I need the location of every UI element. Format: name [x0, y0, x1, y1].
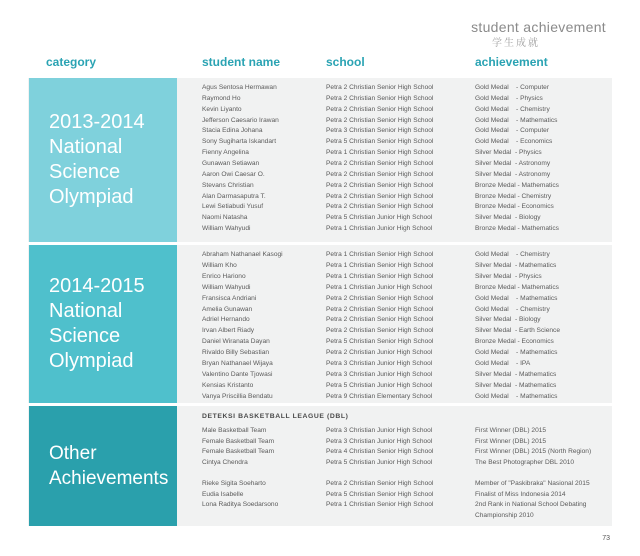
category-line: National	[49, 300, 123, 322]
achievement-cell: Silver Medal - Biology	[475, 214, 541, 222]
achievement-cell: Silver Medal - Astronomy	[475, 159, 551, 167]
school-cell: Petra 2 Christian Senior High School	[326, 84, 434, 91]
school-cell: Petra 1 Christian Senior High School	[326, 272, 434, 280]
school-cell: Petra 2 Christian Senior High School	[326, 479, 434, 487]
student-name-cell: Amelia Gunawan	[202, 305, 253, 313]
category-2013-2014-olympiad	[29, 78, 177, 242]
category-line: Olympiad	[49, 350, 134, 372]
student-name-cell: Daniel Wiranata Dayan	[202, 338, 270, 346]
student-name-cell: Rieke Sigita Soeharto	[202, 479, 266, 487]
student-name-cell: Eudia Isabelle	[202, 490, 244, 498]
school-cell: Petra 5 Christian Junior High School	[326, 214, 433, 222]
achievement-cell: Member of "Paskibraka" Nasional 2015	[475, 479, 590, 487]
achievement-cell: Bronze Medal - Mathematics	[475, 181, 559, 189]
school-cell: Petra 5 Christian Senior High School	[326, 138, 434, 146]
student-name-cell: Lona Raditya Soedarsono	[202, 501, 279, 509]
column-header-category: category	[46, 55, 97, 69]
student-name-cell: Bryan Nathanael Wijaya	[202, 360, 273, 367]
achievement-cell: 2nd Rank in National School Debating	[475, 501, 587, 509]
student-name-cell: William Kho	[202, 261, 237, 269]
school-cell: Petra 9 Christian Elementary School	[326, 392, 433, 400]
school-cell: Petra 3 Christian Junior High School	[326, 370, 433, 378]
achievement-cell: Silver Medal - Mathematics	[475, 261, 557, 269]
category-2014-2015-olympiad	[29, 245, 177, 403]
student-name-cell: Lewi Setiabudi Yusuf	[202, 203, 264, 211]
student-name-cell: Fienny Angelina	[202, 149, 249, 157]
achievement-cell: Silver Medal - Mathematics	[475, 381, 557, 389]
student-name-cell: Valentino Dante Tjowasi	[202, 370, 273, 378]
achievement-cell: Gold Medal - IPA	[475, 360, 531, 367]
student-name-cell: Female Basketball Team	[202, 437, 275, 445]
achievement-cell: Bronze Medal - Chemistry	[475, 192, 552, 200]
achievement-cell: Championship 2010	[475, 511, 534, 519]
school-cell: Petra 2 Christian Junior High School	[326, 349, 433, 357]
achievement-cell: Gold Medal - Mathematics	[475, 392, 558, 400]
achievement-cell: First Winner (DBL) 2015	[475, 427, 547, 434]
student-name-cell: William Wahyudi	[202, 283, 251, 291]
student-name-cell: Abraham Nathanael Kasogi	[202, 251, 283, 258]
achievement-cell: Bronze Medal - Economics	[475, 338, 554, 346]
achievement-cell: Silver Medal - Mathematics	[475, 370, 557, 378]
school-cell: Petra 5 Christian Junior High School	[326, 381, 433, 389]
column-header-student-name: student name	[202, 55, 281, 69]
student-name-cell: Alan Darmasaputra T.	[202, 192, 266, 200]
school-cell: Petra 3 Christian Junior High School	[326, 427, 433, 434]
student-name-cell: Agus Sentosa Hermawan	[202, 84, 277, 91]
school-cell: Petra 3 Christian Senior High School	[326, 127, 434, 135]
category-line: 2013-2014	[49, 111, 145, 133]
achievement-cell: Bronze Medal - Mathematics	[475, 283, 559, 291]
achievement-cell: Gold Medal - Chemistry	[475, 105, 550, 113]
achievement-cell: Gold Medal - Chemistry	[475, 251, 550, 258]
school-cell: Petra 1 Christian Senior High School	[326, 501, 434, 509]
school-cell: Petra 5 Christian Senior High School	[326, 338, 434, 346]
achievement-cell: Finalist of Miss Indonesia 2014	[475, 490, 566, 498]
school-cell: Petra 3 Christian Junior High School	[326, 360, 433, 367]
achievement-cell: First Winner (DBL) 2015 (North Region)	[475, 448, 592, 456]
school-cell: Petra 1 Christian Junior High School	[326, 225, 433, 233]
achievement-cell: The Best Photographer DBL 2010	[475, 459, 575, 467]
achievement-cell: Gold Medal - Chemistry	[475, 305, 550, 313]
category-other-achievements	[29, 406, 177, 526]
student-name-cell: Jefferson Caesario Irawan	[202, 116, 279, 124]
student-name-cell: Cintya Chendra	[202, 459, 248, 467]
school-cell: Petra 1 Christian Senior High School	[326, 261, 434, 269]
dbl-heading: DETEKSI BASKETBALL LEAGUE (DBL)	[202, 413, 349, 420]
column-header-achievement: achievement	[475, 55, 548, 69]
student-name-cell: Sony Sugiharta Iskandart	[202, 138, 277, 146]
school-cell: Petra 5 Christian Senior High School	[326, 490, 434, 498]
school-cell: Petra 1 Christian Senior High School	[326, 251, 434, 258]
school-cell: Petra 2 Christian Senior High School	[326, 116, 434, 124]
category-line: Science	[49, 161, 121, 183]
page-header-title: student achievement	[471, 19, 606, 35]
category-line: Achievements	[49, 468, 169, 489]
school-cell: Petra 2 Christian Senior High School	[326, 181, 434, 189]
school-cell: Petra 2 Christian Senior High School	[326, 294, 434, 302]
student-name-cell: Fransisca Andriani	[202, 294, 257, 302]
achievement-cell: Silver Medal - Physics	[475, 272, 542, 280]
page-header-subtitle: 学生成就	[492, 38, 540, 49]
achievement-cell: Gold Medal - Computer	[475, 127, 550, 135]
achievement-cell: Silver Medal - Astronomy	[475, 170, 551, 178]
school-cell: Petra 1 Christian Senior High School	[326, 149, 434, 157]
school-cell: Petra 2 Christian Senior High School	[326, 159, 434, 167]
school-cell: Petra 2 Christian Senior High School	[326, 203, 434, 211]
student-name-cell: Rivaldo Billy Sebastian	[202, 349, 270, 357]
student-name-cell: Kevin Liyanto	[202, 105, 242, 113]
school-cell: Petra 5 Christian Junior High School	[326, 459, 433, 467]
school-cell: Petra 2 Christian Senior High School	[326, 170, 434, 178]
category-line: Other	[49, 443, 97, 464]
student-name-cell: Male Basketball Team	[202, 427, 267, 434]
student-name-cell: William Wahyudi	[202, 225, 251, 233]
achievement-cell: Gold Medal - Computer	[475, 84, 550, 91]
student-name-cell: Enrico Hariono	[202, 272, 246, 280]
school-cell: Petra 1 Christian Junior High School	[326, 283, 433, 291]
achievement-cell: Gold Medal - Mathematics	[475, 349, 558, 357]
student-name-cell: Stevans Christian	[202, 181, 254, 189]
achievement-cell: Bronze Medal - Mathematics	[475, 225, 559, 233]
student-name-cell: Vanya Priscillia Bendatu	[202, 392, 273, 400]
student-name-cell: Female Basketball Team	[202, 448, 275, 456]
student-name-cell: Irvan Albert Riady	[202, 327, 255, 335]
category-line: National	[49, 136, 123, 158]
school-cell: Petra 3 Christian Junior High School	[326, 437, 433, 445]
achievement-cell: Gold Medal - Mathematics	[475, 116, 558, 124]
student-name-cell: Gunawan Setiawan	[202, 159, 260, 167]
school-cell: Petra 2 Christian Senior High School	[326, 105, 434, 113]
category-line: 2014-2015	[49, 275, 145, 297]
achievement-cell: Silver Medal - Physics	[475, 149, 542, 157]
achievement-cell: First Winner (DBL) 2015	[475, 437, 547, 445]
student-name-cell: Aaron Owi Caesar O.	[202, 170, 265, 178]
achievement-cell: Gold Medal - Economics	[475, 138, 553, 146]
student-name-cell: Adriel Hernando	[202, 316, 250, 324]
achievement-cell: Silver Medal - Earth Science	[475, 327, 561, 335]
school-cell: Petra 2 Christian Senior High School	[326, 327, 434, 335]
achievement-cell: Silver Medal - Biology	[475, 316, 541, 324]
school-cell: Petra 2 Christian Senior High School	[326, 192, 434, 200]
column-header-school: school	[326, 55, 365, 69]
student-name-cell: Kensias Kristanto	[202, 381, 254, 389]
student-name-cell: Naomi Natasha	[202, 214, 248, 222]
school-cell: Petra 4 Christian Senior High School	[326, 448, 434, 456]
student-name-cell: Raymond Ho	[202, 94, 241, 102]
school-cell: Petra 2 Christian Senior High School	[326, 305, 434, 313]
school-cell: Petra 2 Christian Senior High School	[326, 316, 434, 324]
category-line: Olympiad	[49, 186, 134, 208]
student-name-cell: Stacia Edina Johana	[202, 127, 263, 135]
achievement-cell: Gold Medal - Mathematics	[475, 294, 558, 302]
achievement-cell: Gold Medal - Physics	[475, 94, 543, 102]
school-cell: Petra 2 Christian Senior High School	[326, 94, 434, 102]
achievement-cell: Bronze Medal - Economics	[475, 203, 554, 211]
page-number: 73	[602, 535, 610, 542]
category-line: Science	[49, 325, 121, 347]
